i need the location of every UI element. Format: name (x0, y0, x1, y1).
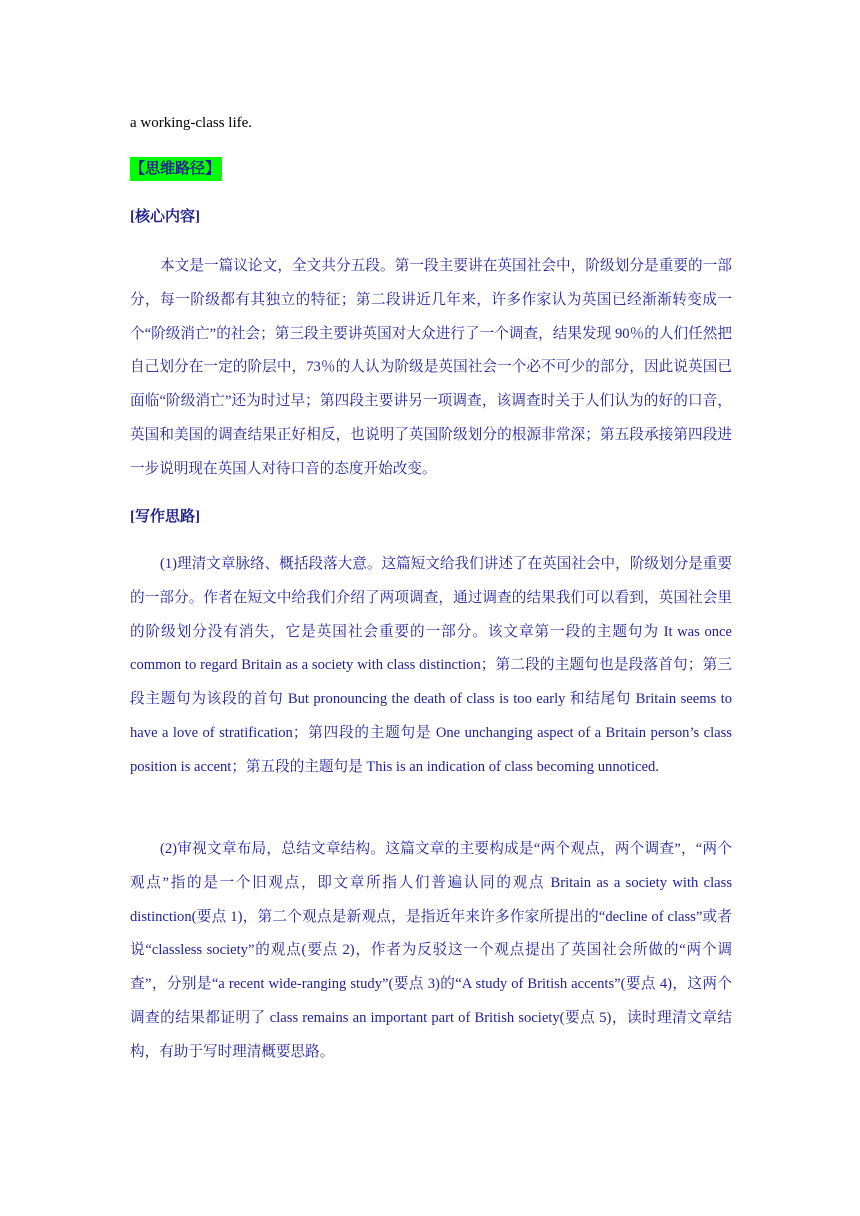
writing-ideas-paragraph-2: (2)审视文章布局，总结文章结构。这篇文章的主要构成是“两个观点，两个调查”，“两个观点”指的是一个旧观点，即文章所指人们普遍认同的观点 Britain as a society with class distinction(要点 1)，第二个观点是新观点，是指近年来许多作家所提出的“decline of class”或者说“classless society”的观点(要点 2)，作者为反驳这一个观点提出了英国社会所做的“两个调查”，分别是“a recent wide-ranging study”(要点 3)的“A study of British accents”(要点 4)，这两个调查的结果都证明了 class remains an important part of British society(要点 5)，读时理清文章结构，有助于写时理清概要思路。 (130, 841, 732, 1060)
writing-ideas-heading: [写作思路] (130, 509, 200, 525)
core-content-paragraph: 本文是一篇议论文，全文共分五段。第一段主要讲在英国社会中，阶级划分是重要的一部分，每一阶级都有其独立的特征；第二段讲近几年来，许多作家认为英国已经渐渐转变成一个“阶级消亡”的社会；第三段主要讲英国对大众进行了一个调查，结果发现 90％的人们任然把自己划分在一定的阶层中，73％的人认为阶级是英国社会一个必不可少的部分，因此说英国已面临“阶级消亡”还为时过早；第四段主要讲另一项调查，该调查时关于人们认为的好的口音，英国和美国的调查结果正好相反，也说明了英国阶级划分的根源非常深；第五段承接第四段进一步说明现在英国人对待口音的态度开始改变。 (130, 258, 732, 477)
thinking-path-label: 【思维路径】 (130, 157, 222, 181)
core-content-heading: [核心内容] (130, 209, 200, 225)
intro-text: a working-class life. (130, 115, 253, 131)
writing-ideas-paragraph-1: (1)理清文章脉络、概括段落大意。这篇短文给我们讲述了在英国社会中，阶级划分是重要的一部分。作者在短文中给我们介绍了两项调查，通过调查的结果我们可以看到，英国社会里的阶级划分没有消失，它是英国社会重要的一部分。该文章第一段的主题句为 It was once common to regard Britain as a society with class distinction；第二段的主题句也是段落首句；第三段主题句为该段的首句 But pronouncing the death of class is too early 和结尾句 Britain seems to have a love of stratification；第四段的主题句是 One unchanging aspect of a Britain person’s class position is accent；第五段的主题句是 This is an indication of class becoming unnoticed. (130, 556, 732, 775)
